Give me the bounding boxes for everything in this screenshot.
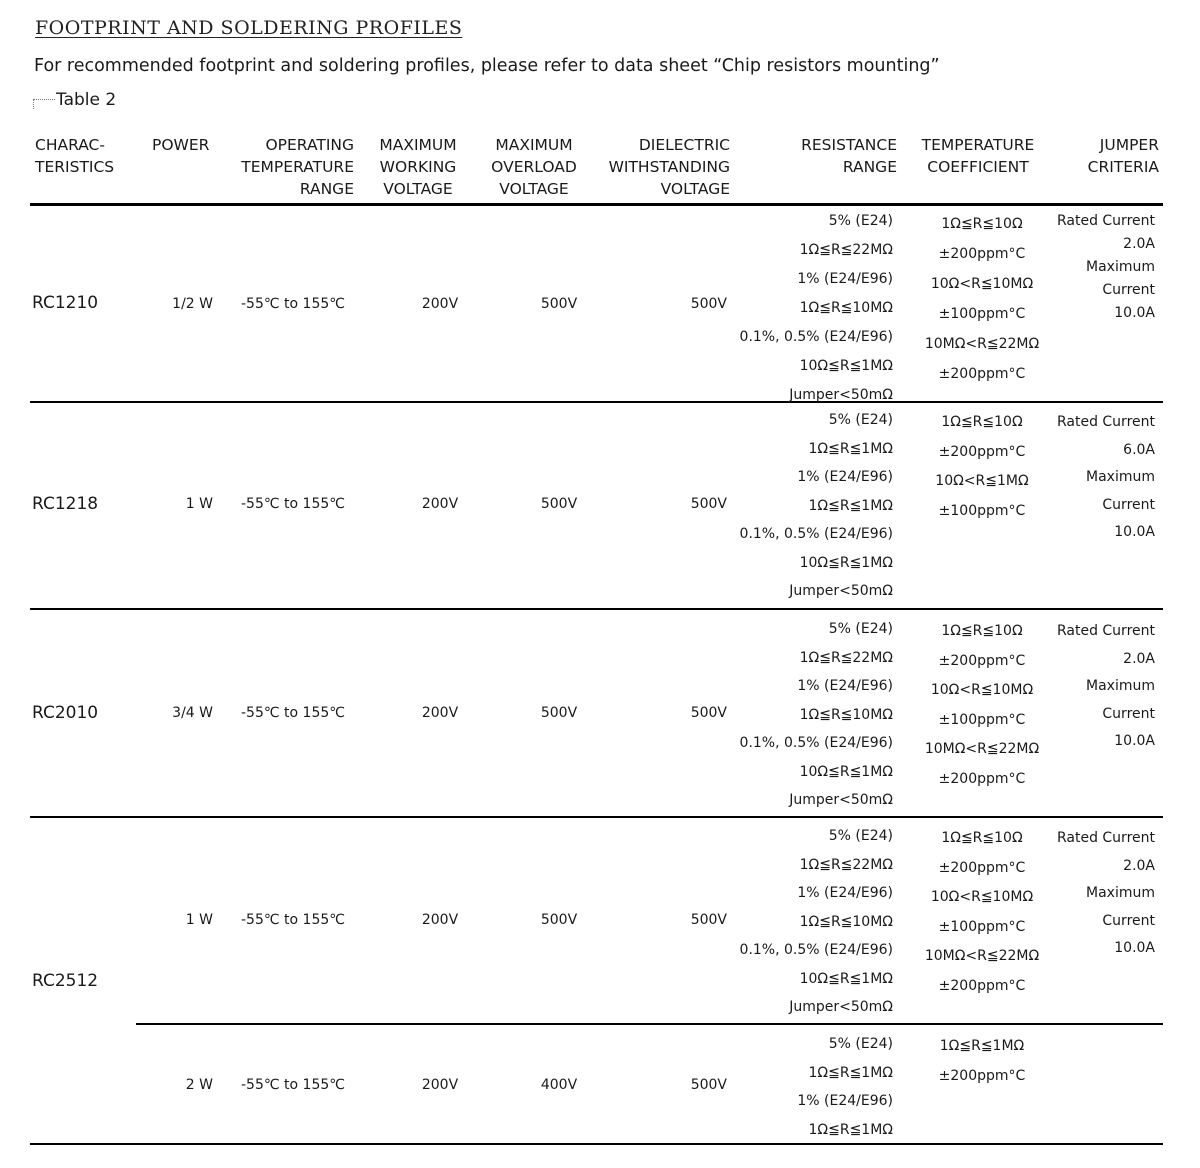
resistance-range-line: 10Ω≦R≦1MΩ <box>799 970 893 987</box>
temperature-coefficient <box>912 408 1052 526</box>
temperature-coefficient-line: ±100ppm°C <box>938 502 1026 519</box>
resistance-range <box>740 822 893 1022</box>
product-code: RC1210 <box>32 293 99 313</box>
jumper-criteria <box>1057 618 1155 756</box>
dielectric-voltage-value: 500V <box>690 296 727 312</box>
header-line: POWER <box>152 136 210 154</box>
temperature-coefficient-line: 10Ω<R≦10MΩ <box>930 276 1034 292</box>
header-temperature-coefficient <box>915 134 1041 178</box>
temperature-range-value: -55℃ to 155℃ <box>241 496 345 512</box>
header-line: TERISTICS <box>35 158 115 176</box>
resistance-range-line: Jumper<50mΩ <box>789 792 893 808</box>
resistance-range <box>740 406 893 606</box>
temperature-range-value: -55℃ to 155℃ <box>241 1077 345 1093</box>
jumper-criteria-line: Current <box>1102 282 1155 298</box>
dielectric-voltage-value: 500V <box>690 1077 727 1093</box>
header-line: VOLTAGE <box>383 180 453 198</box>
jumper-criteria-line: 10.0A <box>1114 940 1155 956</box>
row-divider <box>30 401 1163 403</box>
jumper-criteria-line: 2.0A <box>1123 236 1155 252</box>
max-overload-voltage-value: 400V <box>540 1077 578 1093</box>
resistance-range-line: 1Ω≦R≦10MΩ <box>799 913 893 930</box>
temperature-coefficient-line: 1Ω≦R≦10Ω <box>941 414 1023 430</box>
resistance-range-line: 1Ω≦R≦1MΩ <box>808 1064 893 1081</box>
max-overload-voltage-value: 500V <box>540 496 578 512</box>
resistance-range-line: 10Ω≦R≦1MΩ <box>799 763 893 780</box>
dielectric-voltage-value: 500V <box>690 912 727 928</box>
temperature-coefficient-line: ±200ppm°C <box>938 443 1026 460</box>
jumper-criteria-line: 2.0A <box>1123 650 1155 667</box>
section-heading: FOOTPRINT AND SOLDERING PROFILES <box>35 17 463 39</box>
header-line: DIELECTRIC <box>638 136 730 154</box>
temperature-range-value: -55℃ to 155℃ <box>241 912 345 928</box>
resistance-range-line: 1% (E24/E96) <box>797 469 893 485</box>
dielectric-voltage-value: 500V <box>690 705 727 721</box>
power-value: 2 W <box>185 1077 213 1093</box>
temperature-coefficient-line: 10Ω<R≦10MΩ <box>930 682 1034 698</box>
row-divider <box>30 608 1163 610</box>
temperature-range-value: -55℃ to 155℃ <box>241 296 345 312</box>
header-line: COEFFICIENT <box>927 158 1029 176</box>
power-value: 1 W <box>185 912 213 928</box>
jumper-criteria-line: Rated Current <box>1056 830 1155 846</box>
jumper-criteria-line: 10.0A <box>1114 733 1155 749</box>
resistance-range-line: 5% (E24) <box>828 1036 893 1052</box>
max-working-voltage-value: 200V <box>421 296 459 312</box>
resistance-range-line: 0.1%, 0.5% (E24/E96) <box>739 942 893 958</box>
max-working-voltage-value: 200V <box>421 912 459 928</box>
header-line: TEMPERATURE <box>921 136 1035 154</box>
resistance-range <box>797 1030 893 1144</box>
resistance-range-line: 1Ω≦R≦10MΩ <box>799 706 893 723</box>
temperature-coefficient-line: 1Ω≦R≦1MΩ <box>939 1038 1025 1054</box>
temperature-coefficient-line: 10Ω<R≦10MΩ <box>930 889 1034 905</box>
jumper-criteria-line: Rated Current <box>1056 623 1155 639</box>
resistance-range-line: Jumper<50mΩ <box>789 387 893 403</box>
max-working-voltage-value: 200V <box>421 1077 459 1093</box>
max-working-voltage-value: 200V <box>421 705 459 721</box>
jumper-criteria <box>1057 825 1155 963</box>
max-overload-voltage-value: 500V <box>540 912 578 928</box>
max-overload-voltage-value: 500V <box>540 296 578 312</box>
product-code: RC2010 <box>32 703 99 723</box>
resistance-range-line: Jumper<50mΩ <box>789 999 893 1015</box>
header-operating-temperature <box>241 134 354 200</box>
header-resistance-range <box>801 134 897 178</box>
temperature-coefficient <box>912 617 1052 794</box>
resistance-range <box>740 615 893 815</box>
resistance-range-line: 1Ω≦R≦1MΩ <box>808 1121 893 1138</box>
temperature-coefficient-line: ±200ppm°C <box>938 246 1026 262</box>
header-line: TEMPERATURE <box>241 158 354 176</box>
temperature-coefficient-line: ±100ppm°C <box>938 306 1026 322</box>
header-line: JUMPER <box>1099 136 1159 154</box>
power-value: 1 W <box>185 496 213 512</box>
jumper-criteria <box>1057 409 1155 547</box>
jumper-criteria-line: 2.0A <box>1123 857 1155 874</box>
temperature-coefficient-line: ±200ppm°C <box>938 652 1026 669</box>
product-code: RC1218 <box>32 494 99 514</box>
temperature-coefficient <box>912 1032 1052 1091</box>
jumper-criteria-line: Maximum <box>1086 678 1155 694</box>
resistance-range-line: Jumper<50mΩ <box>789 583 893 599</box>
jumper-criteria <box>1057 210 1155 325</box>
header-power <box>152 134 209 156</box>
temperature-coefficient-line: ±200ppm°C <box>938 859 1026 876</box>
table-label: Table 2 <box>31 90 116 110</box>
header-line: OVERLOAD <box>491 158 577 176</box>
temperature-coefficient-line: ±200ppm°C <box>938 366 1026 382</box>
header-line: RANGE <box>299 180 354 198</box>
resistance-range-line: 5% (E24) <box>828 412 893 428</box>
temperature-coefficient-line: 1Ω≦R≦10Ω <box>941 830 1023 846</box>
jumper-criteria-line: Current <box>1102 912 1155 929</box>
jumper-criteria-line: 10.0A <box>1114 305 1155 321</box>
header-max-working-voltage <box>372 134 464 200</box>
jumper-criteria-line: 6.0A <box>1123 441 1155 458</box>
resistance-range-line: 1% (E24/E96) <box>797 885 893 901</box>
temperature-coefficient-line: ±100ppm°C <box>938 711 1026 728</box>
resistance-range-line: 1Ω≦R≦10MΩ <box>799 300 893 316</box>
temperature-coefficient <box>912 209 1052 389</box>
jumper-criteria-line: Maximum <box>1086 885 1155 901</box>
resistance-range-line: 1Ω≦R≦22MΩ <box>799 856 893 873</box>
jumper-criteria-line: Maximum <box>1086 469 1155 485</box>
temperature-coefficient-line: ±200ppm°C <box>938 770 1026 787</box>
temperature-coefficient-line: 10Ω<R≦1MΩ <box>935 473 1029 489</box>
intro-text: For recommended footprint and soldering profiles, please refer to data sheet “Chip resistors mounting” <box>34 56 940 76</box>
resistance-range-line: 1% (E24/E96) <box>797 678 893 694</box>
header-max-overload-voltage <box>484 134 584 200</box>
row-divider <box>30 816 1163 818</box>
resistance-range-line: 0.1%, 0.5% (E24/E96) <box>739 329 893 345</box>
jumper-criteria-line: Maximum <box>1086 259 1155 275</box>
temperature-coefficient-line: ±200ppm°C <box>938 977 1026 994</box>
resistance-range-line: 0.1%, 0.5% (E24/E96) <box>739 526 893 542</box>
temperature-coefficient-line: 10MΩ<R≦22MΩ <box>924 336 1040 352</box>
resistance-range-line: 1Ω≦R≦22MΩ <box>799 649 893 666</box>
header-line: WORKING <box>379 158 457 176</box>
temperature-coefficient-line: ±100ppm°C <box>938 918 1026 935</box>
header-line: OPERATING <box>265 136 354 154</box>
jumper-criteria-line: Current <box>1102 496 1155 513</box>
header-characteristics <box>35 134 114 178</box>
resistance-range-line: 5% (E24) <box>828 828 893 844</box>
resistance-range-line: 1% (E24/E96) <box>797 271 893 287</box>
resistance-range-line: 5% (E24) <box>828 213 893 229</box>
resistance-range-line: 1Ω≦R≦22MΩ <box>799 242 893 258</box>
jumper-criteria-line: Current <box>1102 705 1155 722</box>
header-line: MAXIMUM <box>379 136 457 154</box>
resistance-range-line: 1% (E24/E96) <box>797 1093 893 1109</box>
header-line: VOLTAGE <box>499 180 569 198</box>
header-line: WITHSTANDING <box>608 158 730 176</box>
temperature-coefficient-line: 10MΩ<R≦22MΩ <box>924 741 1040 757</box>
temperature-coefficient-line: 1Ω≦R≦10Ω <box>941 216 1023 232</box>
header-line: RESISTANCE <box>801 136 897 154</box>
header-rule <box>30 203 1163 206</box>
header-line: VOLTAGE <box>660 180 730 198</box>
resistance-range <box>740 207 893 410</box>
temperature-coefficient-line: 1Ω≦R≦10Ω <box>941 623 1023 639</box>
resistance-range-line: 1Ω≦R≦1MΩ <box>808 497 893 514</box>
temperature-coefficient-line: ±200ppm°C <box>938 1067 1026 1084</box>
jumper-criteria-line: Rated Current <box>1056 414 1155 430</box>
header-line: RANGE <box>842 158 897 176</box>
table-bottom-rule <box>30 1143 1163 1145</box>
resistance-range-line: 5% (E24) <box>828 621 893 637</box>
max-working-voltage-value: 200V <box>421 496 459 512</box>
resistance-range-line: 1Ω≦R≦1MΩ <box>808 440 893 457</box>
temperature-range-value: -55℃ to 155℃ <box>241 705 345 721</box>
row-divider <box>136 1023 1163 1025</box>
header-jumper-criteria <box>1088 134 1159 178</box>
resistance-range-line: 10Ω≦R≦1MΩ <box>799 554 893 571</box>
header-line: CRITERIA <box>1087 158 1159 176</box>
temperature-coefficient <box>912 824 1052 1001</box>
dielectric-voltage-value: 500V <box>690 496 727 512</box>
max-overload-voltage-value: 500V <box>540 705 578 721</box>
jumper-criteria-line: 10.0A <box>1114 524 1155 540</box>
power-value: 1/2 W <box>172 296 213 312</box>
resistance-range-line: 10Ω≦R≦1MΩ <box>799 358 893 374</box>
header-line: MAXIMUM <box>495 136 573 154</box>
temperature-coefficient-line: 10MΩ<R≦22MΩ <box>924 948 1040 964</box>
power-value: 3/4 W <box>172 705 213 721</box>
jumper-criteria-line: Rated Current <box>1056 213 1155 229</box>
header-line: CHARAC- <box>35 136 105 154</box>
resistance-range-line: 0.1%, 0.5% (E24/E96) <box>739 735 893 751</box>
header-dielectric-voltage <box>609 134 730 200</box>
product-code: RC2512 <box>32 971 99 991</box>
